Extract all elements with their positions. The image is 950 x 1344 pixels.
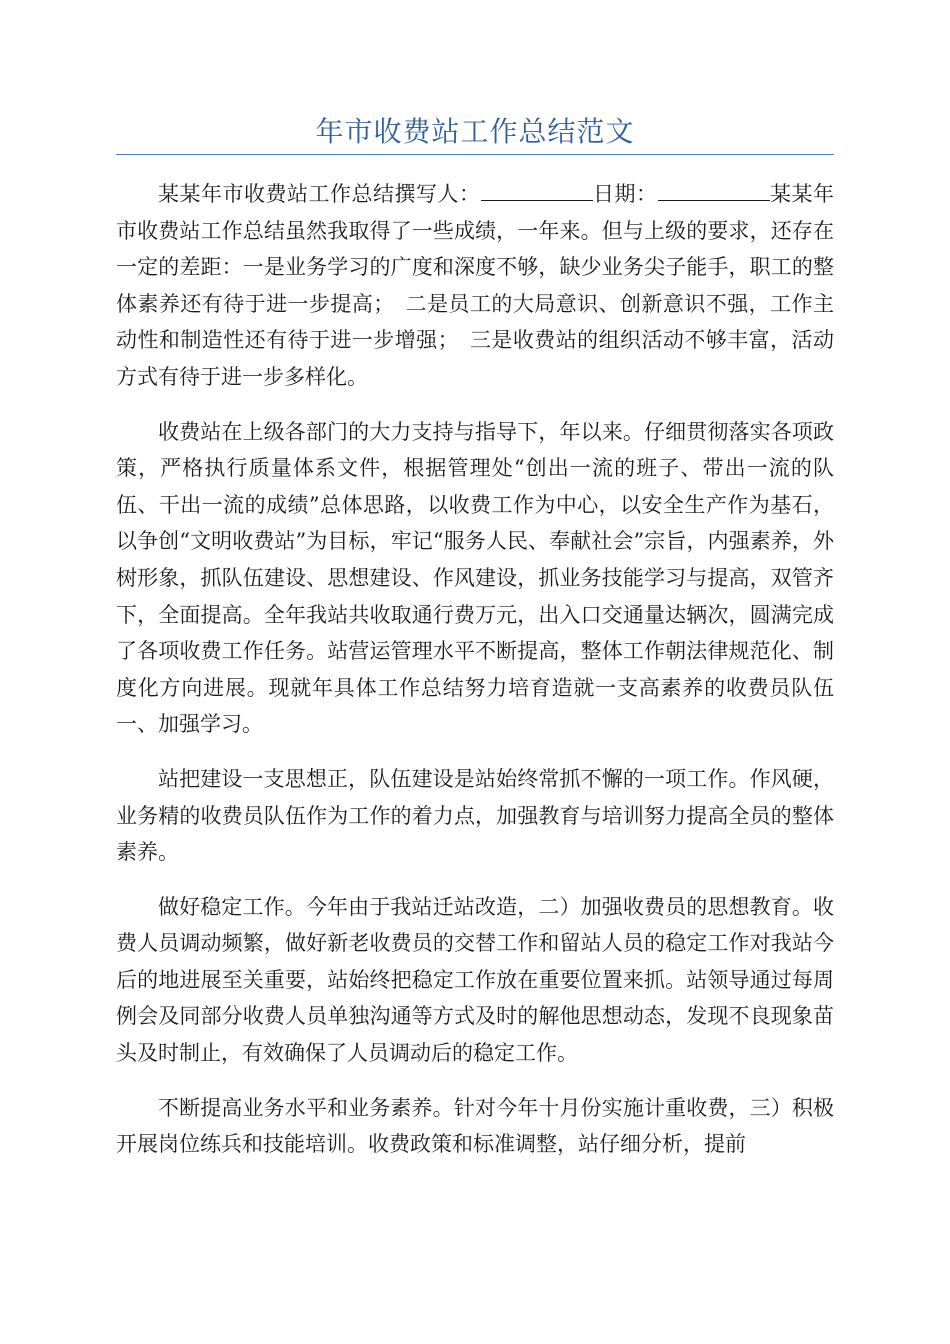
title-divider xyxy=(116,154,834,155)
intro-paragraph xyxy=(116,176,834,396)
author-blank xyxy=(481,178,593,201)
body-paragraph: 收费站在上级各部门的大力支持与指导下，年以来。仔细贯彻落实各项政策，严格执行质量体系文件，根据管理处“创出一流的班子、带出一流的队伍、干出一流的成绩”总体思路，以收费工作为中心，以安全生产作为基石，以争创“文明收费站”为目标，牢记“服务人民、奉献社会”宗旨，内强素养，外树形象，抓队伍建设、思想建设、作风建设，抓业务技能学习与提高，双管齐下，全面提高。全年我站共收取通行费万元，出入口交通量达辆次，圆满完成了各项收费工作任务。站营运管理水平不断提高，整体工作朝法律规范化、制度化方向进展。现就年具体工作总结努力培育造就一支高素养的收费员队伍一、加强学习。 xyxy=(116,419,834,737)
body-paragraph: 做好稳定工作。今年由于我站迁站改造，二）加强收费员的思想教育。收费人员调动频繁，做好新老收费员的交替工作和留站人员的稳定工作对我站今后的地进展至关重要，站始终把稳定工作放在重要位置来抓。站领导通过每周例会及同部分收费人员单独沟通等方式及时的解他思想动态，发现不良现象苗头及时制止，有效确保了人员调动后的稳定工作。 xyxy=(116,894,834,1066)
body-paragraph: 不断提高业务水平和业务素养。针对今年十月份实施计重收费，三）积极开展岗位练兵和技能培训。收费政策和标准调整，站仔细分析，提前 xyxy=(116,1095,834,1157)
date-blank xyxy=(658,178,770,201)
date-label: 日期： xyxy=(592,182,658,206)
document-body xyxy=(116,176,834,1181)
document-title: 年市收费站工作总结范文 xyxy=(315,115,635,148)
body-paragraph: 站把建设一支思想正，队伍建设是站始终常抓不懈的一项工作。作风硬，业务精的收费员队伍作为工作的着力点，加强教育与培训努力提高全员的整体素养。 xyxy=(116,766,834,865)
author-label: 某某年市收费站工作总结撰写人： xyxy=(158,182,481,206)
intro-text: 某某年市收费站工作总结虽然我取得了一些成绩，一年来。但与上级的要求，还存在一定的差距：一是业务学习的广度和深度不够，缺少业务尖子能手，职工的整体素养还有待于进一步提高； 二是员工的大局意识、创新意识不强，工作主动性和制造性还有待于进一步增强； 三是收费站的组织活动不够丰富，活动方式有待于进一步多样化。 xyxy=(116,182,834,389)
